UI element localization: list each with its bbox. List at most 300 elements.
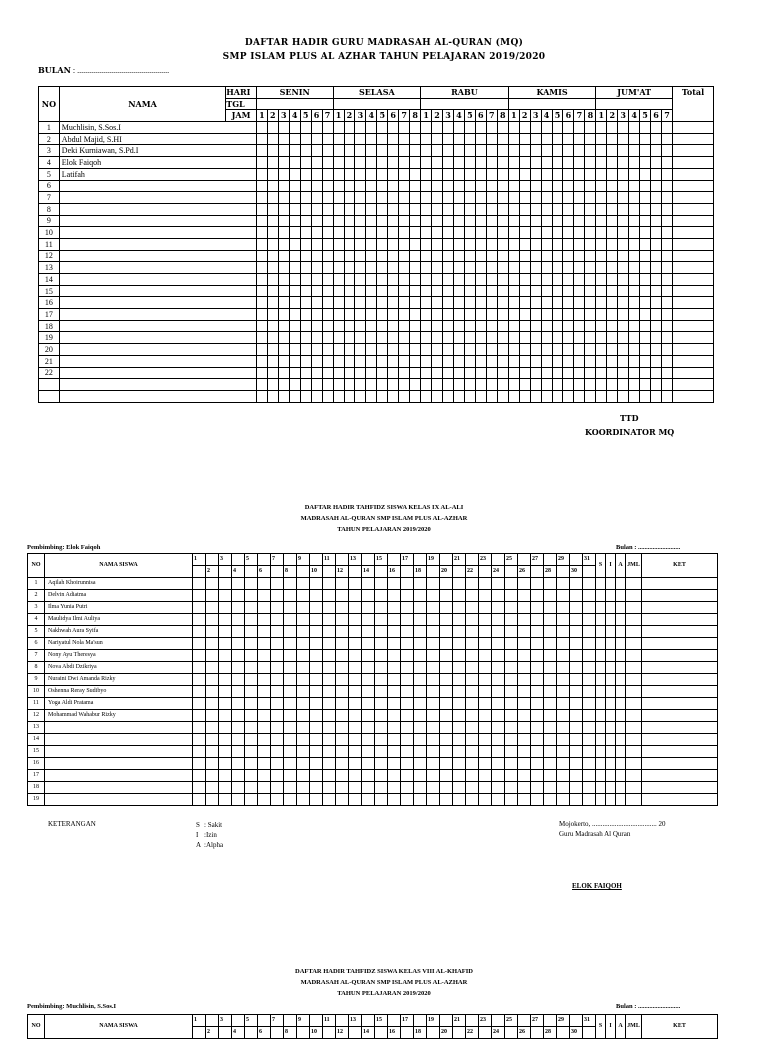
attendance-cell[interactable] bbox=[616, 590, 626, 602]
attendance-cell[interactable] bbox=[388, 650, 401, 662]
attendance-cell[interactable] bbox=[486, 122, 497, 134]
attendance-cell[interactable] bbox=[531, 662, 544, 674]
attendance-cell[interactable] bbox=[651, 344, 662, 356]
attendance-cell[interactable] bbox=[410, 390, 421, 402]
attendance-cell[interactable] bbox=[336, 650, 349, 662]
attendance-cell[interactable] bbox=[618, 145, 629, 157]
attendance-cell[interactable] bbox=[206, 710, 219, 722]
attendance-cell[interactable] bbox=[206, 758, 219, 770]
attendance-cell[interactable] bbox=[642, 734, 718, 746]
attendance-cell[interactable] bbox=[453, 674, 466, 686]
attendance-cell[interactable] bbox=[453, 168, 464, 180]
attendance-cell[interactable] bbox=[289, 344, 300, 356]
attendance-cell[interactable] bbox=[606, 638, 616, 650]
attendance-cell[interactable] bbox=[596, 215, 607, 227]
attendance-cell[interactable] bbox=[518, 794, 531, 806]
attendance-cell[interactable] bbox=[563, 145, 574, 157]
attendance-cell[interactable] bbox=[557, 782, 570, 794]
attendance-cell[interactable] bbox=[427, 746, 440, 758]
attendance-cell[interactable] bbox=[519, 133, 530, 145]
attendance-cell[interactable] bbox=[366, 262, 377, 274]
attendance-cell[interactable] bbox=[271, 590, 284, 602]
attendance-cell[interactable] bbox=[607, 203, 618, 215]
attendance-cell[interactable] bbox=[640, 215, 651, 227]
attendance-cell[interactable] bbox=[563, 355, 574, 367]
attendance-cell[interactable] bbox=[453, 662, 466, 674]
attendance-cell[interactable] bbox=[333, 320, 344, 332]
attendance-cell[interactable] bbox=[574, 332, 585, 344]
attendance-cell[interactable] bbox=[596, 650, 606, 662]
attendance-cell[interactable] bbox=[626, 662, 642, 674]
attendance-cell[interactable] bbox=[492, 710, 505, 722]
attendance-cell[interactable] bbox=[366, 274, 377, 286]
attendance-cell[interactable] bbox=[518, 590, 531, 602]
attendance-cell[interactable] bbox=[388, 590, 401, 602]
attendance-cell[interactable] bbox=[311, 215, 322, 227]
attendance-cell[interactable] bbox=[271, 782, 284, 794]
attendance-cell[interactable] bbox=[256, 332, 267, 344]
attendance-cell[interactable] bbox=[323, 650, 336, 662]
attendance-cell[interactable] bbox=[596, 238, 607, 250]
attendance-cell[interactable] bbox=[289, 379, 300, 391]
attendance-cell[interactable] bbox=[479, 614, 492, 626]
attendance-cell[interactable] bbox=[492, 698, 505, 710]
attendance-cell[interactable] bbox=[297, 746, 310, 758]
attendance-cell[interactable] bbox=[570, 794, 583, 806]
attendance-cell[interactable] bbox=[333, 379, 344, 391]
attendance-cell[interactable] bbox=[421, 192, 432, 204]
attendance-cell[interactable] bbox=[322, 145, 333, 157]
attendance-cell[interactable] bbox=[375, 722, 388, 734]
attendance-cell[interactable] bbox=[570, 746, 583, 758]
attendance-cell[interactable] bbox=[219, 626, 232, 638]
attendance-cell[interactable] bbox=[278, 274, 289, 286]
attendance-cell[interactable] bbox=[596, 734, 606, 746]
attendance-cell[interactable] bbox=[640, 145, 651, 157]
attendance-cell[interactable] bbox=[193, 626, 206, 638]
attendance-cell[interactable] bbox=[626, 758, 642, 770]
attendance-cell[interactable] bbox=[519, 122, 530, 134]
attendance-cell[interactable] bbox=[284, 686, 297, 698]
attendance-cell[interactable] bbox=[606, 722, 616, 734]
attendance-cell[interactable] bbox=[401, 686, 414, 698]
attendance-cell[interactable] bbox=[574, 180, 585, 192]
attendance-cell[interactable] bbox=[574, 309, 585, 321]
attendance-cell[interactable] bbox=[414, 686, 427, 698]
attendance-cell[interactable] bbox=[486, 238, 497, 250]
attendance-cell[interactable] bbox=[333, 238, 344, 250]
attendance-cell[interactable] bbox=[432, 332, 443, 344]
attendance-cell[interactable] bbox=[443, 297, 454, 309]
attendance-cell[interactable] bbox=[311, 192, 322, 204]
attendance-cell[interactable] bbox=[640, 297, 651, 309]
attendance-cell[interactable] bbox=[289, 309, 300, 321]
attendance-cell[interactable] bbox=[310, 734, 323, 746]
attendance-cell[interactable] bbox=[464, 122, 475, 134]
attendance-cell[interactable] bbox=[618, 355, 629, 367]
attendance-cell[interactable] bbox=[618, 238, 629, 250]
attendance-cell[interactable] bbox=[289, 320, 300, 332]
attendance-cell[interactable] bbox=[530, 297, 541, 309]
attendance-cell[interactable] bbox=[519, 297, 530, 309]
attendance-cell[interactable] bbox=[464, 227, 475, 239]
attendance-cell[interactable] bbox=[278, 168, 289, 180]
attendance-cell[interactable] bbox=[479, 794, 492, 806]
attendance-cell[interactable] bbox=[552, 355, 563, 367]
attendance-cell[interactable] bbox=[519, 203, 530, 215]
attendance-cell[interactable] bbox=[557, 578, 570, 590]
attendance-cell[interactable] bbox=[410, 355, 421, 367]
attendance-cell[interactable] bbox=[497, 145, 508, 157]
attendance-cell[interactable] bbox=[300, 285, 311, 297]
attendance-cell[interactable] bbox=[349, 602, 362, 614]
attendance-cell[interactable] bbox=[642, 590, 718, 602]
attendance-cell[interactable] bbox=[333, 157, 344, 169]
attendance-cell[interactable] bbox=[206, 626, 219, 638]
attendance-cell[interactable] bbox=[563, 285, 574, 297]
attendance-cell[interactable] bbox=[640, 274, 651, 286]
attendance-cell[interactable] bbox=[626, 770, 642, 782]
attendance-cell[interactable] bbox=[618, 390, 629, 402]
attendance-cell[interactable] bbox=[258, 614, 271, 626]
attendance-cell[interactable] bbox=[530, 250, 541, 262]
attendance-cell[interactable] bbox=[421, 168, 432, 180]
attendance-cell[interactable] bbox=[464, 238, 475, 250]
attendance-cell[interactable] bbox=[333, 390, 344, 402]
attendance-cell[interactable] bbox=[323, 758, 336, 770]
attendance-cell[interactable] bbox=[453, 710, 466, 722]
attendance-cell[interactable] bbox=[388, 157, 399, 169]
attendance-cell[interactable] bbox=[607, 344, 618, 356]
attendance-cell[interactable] bbox=[585, 157, 596, 169]
attendance-cell[interactable] bbox=[574, 227, 585, 239]
total-cell[interactable] bbox=[672, 238, 713, 250]
attendance-cell[interactable] bbox=[375, 746, 388, 758]
attendance-cell[interactable] bbox=[388, 355, 399, 367]
attendance-cell[interactable] bbox=[421, 250, 432, 262]
attendance-cell[interactable] bbox=[541, 180, 552, 192]
attendance-cell[interactable] bbox=[440, 662, 453, 674]
attendance-cell[interactable] bbox=[362, 578, 375, 590]
attendance-cell[interactable] bbox=[219, 638, 232, 650]
attendance-cell[interactable] bbox=[271, 722, 284, 734]
attendance-cell[interactable] bbox=[492, 614, 505, 626]
attendance-cell[interactable] bbox=[267, 367, 278, 379]
attendance-cell[interactable] bbox=[570, 722, 583, 734]
attendance-cell[interactable] bbox=[297, 638, 310, 650]
attendance-cell[interactable] bbox=[574, 367, 585, 379]
attendance-cell[interactable] bbox=[421, 390, 432, 402]
attendance-cell[interactable] bbox=[541, 309, 552, 321]
attendance-cell[interactable] bbox=[508, 192, 519, 204]
attendance-cell[interactable] bbox=[245, 626, 258, 638]
attendance-cell[interactable] bbox=[629, 285, 640, 297]
attendance-cell[interactable] bbox=[267, 332, 278, 344]
attendance-cell[interactable] bbox=[278, 390, 289, 402]
attendance-cell[interactable] bbox=[574, 157, 585, 169]
attendance-cell[interactable] bbox=[323, 662, 336, 674]
attendance-cell[interactable] bbox=[256, 262, 267, 274]
attendance-cell[interactable] bbox=[574, 215, 585, 227]
total-cell[interactable] bbox=[672, 390, 713, 402]
attendance-cell[interactable] bbox=[541, 192, 552, 204]
attendance-cell[interactable] bbox=[626, 590, 642, 602]
attendance-cell[interactable] bbox=[497, 344, 508, 356]
attendance-cell[interactable] bbox=[486, 367, 497, 379]
attendance-cell[interactable] bbox=[284, 626, 297, 638]
attendance-cell[interactable] bbox=[629, 390, 640, 402]
attendance-cell[interactable] bbox=[607, 332, 618, 344]
attendance-cell[interactable] bbox=[662, 122, 673, 134]
attendance-cell[interactable] bbox=[626, 650, 642, 662]
attendance-cell[interactable] bbox=[399, 203, 410, 215]
attendance-cell[interactable] bbox=[618, 192, 629, 204]
attendance-cell[interactable] bbox=[421, 145, 432, 157]
attendance-cell[interactable] bbox=[530, 203, 541, 215]
attendance-cell[interactable] bbox=[336, 698, 349, 710]
attendance-cell[interactable] bbox=[626, 626, 642, 638]
attendance-cell[interactable] bbox=[629, 320, 640, 332]
attendance-cell[interactable] bbox=[362, 734, 375, 746]
attendance-cell[interactable] bbox=[362, 674, 375, 686]
attendance-cell[interactable] bbox=[256, 203, 267, 215]
attendance-cell[interactable] bbox=[297, 722, 310, 734]
attendance-cell[interactable] bbox=[193, 794, 206, 806]
attendance-cell[interactable] bbox=[585, 390, 596, 402]
attendance-cell[interactable] bbox=[375, 734, 388, 746]
attendance-cell[interactable] bbox=[311, 355, 322, 367]
attendance-cell[interactable] bbox=[475, 133, 486, 145]
attendance-cell[interactable] bbox=[349, 734, 362, 746]
attendance-cell[interactable] bbox=[300, 320, 311, 332]
attendance-cell[interactable] bbox=[206, 746, 219, 758]
attendance-cell[interactable] bbox=[414, 674, 427, 686]
attendance-cell[interactable] bbox=[466, 734, 479, 746]
attendance-cell[interactable] bbox=[443, 367, 454, 379]
attendance-cell[interactable] bbox=[289, 133, 300, 145]
total-cell[interactable] bbox=[672, 379, 713, 391]
attendance-cell[interactable] bbox=[443, 250, 454, 262]
attendance-cell[interactable] bbox=[300, 157, 311, 169]
attendance-cell[interactable] bbox=[563, 344, 574, 356]
attendance-cell[interactable] bbox=[245, 746, 258, 758]
attendance-cell[interactable] bbox=[258, 650, 271, 662]
attendance-cell[interactable] bbox=[530, 157, 541, 169]
attendance-cell[interactable] bbox=[421, 309, 432, 321]
attendance-cell[interactable] bbox=[552, 180, 563, 192]
attendance-cell[interactable] bbox=[585, 133, 596, 145]
attendance-cell[interactable] bbox=[519, 344, 530, 356]
attendance-cell[interactable] bbox=[583, 602, 596, 614]
attendance-cell[interactable] bbox=[618, 168, 629, 180]
attendance-cell[interactable] bbox=[585, 122, 596, 134]
attendance-cell[interactable] bbox=[377, 309, 388, 321]
attendance-cell[interactable] bbox=[616, 602, 626, 614]
attendance-cell[interactable] bbox=[629, 262, 640, 274]
attendance-cell[interactable] bbox=[336, 686, 349, 698]
attendance-cell[interactable] bbox=[297, 650, 310, 662]
attendance-cell[interactable] bbox=[479, 602, 492, 614]
attendance-cell[interactable] bbox=[375, 758, 388, 770]
attendance-cell[interactable] bbox=[219, 758, 232, 770]
attendance-cell[interactable] bbox=[399, 344, 410, 356]
attendance-cell[interactable] bbox=[310, 590, 323, 602]
attendance-cell[interactable] bbox=[607, 168, 618, 180]
attendance-cell[interactable] bbox=[232, 770, 245, 782]
attendance-cell[interactable] bbox=[440, 578, 453, 590]
attendance-cell[interactable] bbox=[440, 722, 453, 734]
attendance-cell[interactable] bbox=[453, 367, 464, 379]
attendance-cell[interactable] bbox=[541, 250, 552, 262]
total-cell[interactable] bbox=[672, 344, 713, 356]
attendance-cell[interactable] bbox=[300, 262, 311, 274]
attendance-cell[interactable] bbox=[453, 320, 464, 332]
attendance-cell[interactable] bbox=[362, 638, 375, 650]
attendance-cell[interactable] bbox=[410, 227, 421, 239]
attendance-cell[interactable] bbox=[618, 285, 629, 297]
attendance-cell[interactable] bbox=[486, 274, 497, 286]
attendance-cell[interactable] bbox=[349, 626, 362, 638]
attendance-cell[interactable] bbox=[284, 734, 297, 746]
attendance-cell[interactable] bbox=[519, 367, 530, 379]
attendance-cell[interactable] bbox=[606, 662, 616, 674]
attendance-cell[interactable] bbox=[616, 674, 626, 686]
attendance-cell[interactable] bbox=[629, 297, 640, 309]
attendance-cell[interactable] bbox=[355, 262, 366, 274]
attendance-cell[interactable] bbox=[401, 602, 414, 614]
attendance-cell[interactable] bbox=[355, 379, 366, 391]
attendance-cell[interactable] bbox=[585, 192, 596, 204]
attendance-cell[interactable] bbox=[596, 157, 607, 169]
attendance-cell[interactable] bbox=[401, 794, 414, 806]
attendance-cell[interactable] bbox=[399, 379, 410, 391]
attendance-cell[interactable] bbox=[300, 168, 311, 180]
attendance-cell[interactable] bbox=[530, 262, 541, 274]
attendance-cell[interactable] bbox=[552, 215, 563, 227]
attendance-cell[interactable] bbox=[574, 320, 585, 332]
attendance-cell[interactable] bbox=[297, 674, 310, 686]
attendance-cell[interactable] bbox=[427, 638, 440, 650]
attendance-cell[interactable] bbox=[505, 614, 518, 626]
attendance-cell[interactable] bbox=[662, 367, 673, 379]
attendance-cell[interactable] bbox=[519, 274, 530, 286]
attendance-cell[interactable] bbox=[640, 133, 651, 145]
attendance-cell[interactable] bbox=[300, 367, 311, 379]
attendance-cell[interactable] bbox=[336, 746, 349, 758]
attendance-cell[interactable] bbox=[388, 770, 401, 782]
attendance-cell[interactable] bbox=[453, 782, 466, 794]
attendance-cell[interactable] bbox=[453, 215, 464, 227]
attendance-cell[interactable] bbox=[453, 686, 466, 698]
attendance-cell[interactable] bbox=[432, 274, 443, 286]
attendance-cell[interactable] bbox=[377, 250, 388, 262]
attendance-cell[interactable] bbox=[284, 578, 297, 590]
attendance-cell[interactable] bbox=[596, 203, 607, 215]
attendance-cell[interactable] bbox=[583, 662, 596, 674]
attendance-cell[interactable] bbox=[453, 192, 464, 204]
attendance-cell[interactable] bbox=[563, 180, 574, 192]
attendance-cell[interactable] bbox=[355, 297, 366, 309]
attendance-cell[interactable] bbox=[651, 227, 662, 239]
attendance-cell[interactable] bbox=[271, 746, 284, 758]
attendance-cell[interactable] bbox=[362, 602, 375, 614]
attendance-cell[interactable] bbox=[310, 698, 323, 710]
attendance-cell[interactable] bbox=[453, 344, 464, 356]
attendance-cell[interactable] bbox=[662, 379, 673, 391]
attendance-cell[interactable] bbox=[531, 650, 544, 662]
attendance-cell[interactable] bbox=[475, 390, 486, 402]
attendance-cell[interactable] bbox=[596, 145, 607, 157]
attendance-cell[interactable] bbox=[399, 145, 410, 157]
attendance-cell[interactable] bbox=[519, 332, 530, 344]
attendance-cell[interactable] bbox=[245, 734, 258, 746]
attendance-cell[interactable] bbox=[606, 746, 616, 758]
attendance-cell[interactable] bbox=[300, 250, 311, 262]
attendance-cell[interactable] bbox=[492, 794, 505, 806]
attendance-cell[interactable] bbox=[464, 344, 475, 356]
attendance-cell[interactable] bbox=[453, 746, 466, 758]
attendance-cell[interactable] bbox=[544, 614, 557, 626]
attendance-cell[interactable] bbox=[300, 309, 311, 321]
attendance-cell[interactable] bbox=[583, 590, 596, 602]
attendance-cell[interactable] bbox=[497, 122, 508, 134]
attendance-cell[interactable] bbox=[256, 192, 267, 204]
attendance-cell[interactable] bbox=[310, 782, 323, 794]
attendance-cell[interactable] bbox=[311, 274, 322, 286]
attendance-cell[interactable] bbox=[616, 782, 626, 794]
attendance-cell[interactable] bbox=[310, 578, 323, 590]
attendance-cell[interactable] bbox=[606, 614, 616, 626]
attendance-cell[interactable] bbox=[344, 192, 355, 204]
attendance-cell[interactable] bbox=[497, 215, 508, 227]
attendance-cell[interactable] bbox=[662, 157, 673, 169]
attendance-cell[interactable] bbox=[410, 168, 421, 180]
attendance-cell[interactable] bbox=[399, 133, 410, 145]
attendance-cell[interactable] bbox=[531, 710, 544, 722]
attendance-cell[interactable] bbox=[552, 133, 563, 145]
attendance-cell[interactable] bbox=[479, 686, 492, 698]
attendance-cell[interactable] bbox=[518, 722, 531, 734]
attendance-cell[interactable] bbox=[336, 794, 349, 806]
attendance-cell[interactable] bbox=[333, 355, 344, 367]
attendance-cell[interactable] bbox=[362, 650, 375, 662]
attendance-cell[interactable] bbox=[466, 638, 479, 650]
attendance-cell[interactable] bbox=[311, 379, 322, 391]
attendance-cell[interactable] bbox=[626, 722, 642, 734]
attendance-cell[interactable] bbox=[596, 332, 607, 344]
attendance-cell[interactable] bbox=[284, 758, 297, 770]
attendance-cell[interactable] bbox=[662, 285, 673, 297]
attendance-cell[interactable] bbox=[432, 344, 443, 356]
attendance-cell[interactable] bbox=[497, 133, 508, 145]
attendance-cell[interactable] bbox=[486, 390, 497, 402]
attendance-cell[interactable] bbox=[497, 157, 508, 169]
attendance-cell[interactable] bbox=[388, 192, 399, 204]
attendance-cell[interactable] bbox=[640, 180, 651, 192]
attendance-cell[interactable] bbox=[552, 285, 563, 297]
attendance-cell[interactable] bbox=[322, 355, 333, 367]
attendance-cell[interactable] bbox=[258, 698, 271, 710]
attendance-cell[interactable] bbox=[432, 390, 443, 402]
attendance-cell[interactable] bbox=[432, 238, 443, 250]
attendance-cell[interactable] bbox=[421, 332, 432, 344]
attendance-cell[interactable] bbox=[626, 746, 642, 758]
attendance-cell[interactable] bbox=[570, 662, 583, 674]
attendance-cell[interactable] bbox=[585, 238, 596, 250]
attendance-cell[interactable] bbox=[464, 355, 475, 367]
attendance-cell[interactable] bbox=[557, 722, 570, 734]
attendance-cell[interactable] bbox=[651, 332, 662, 344]
